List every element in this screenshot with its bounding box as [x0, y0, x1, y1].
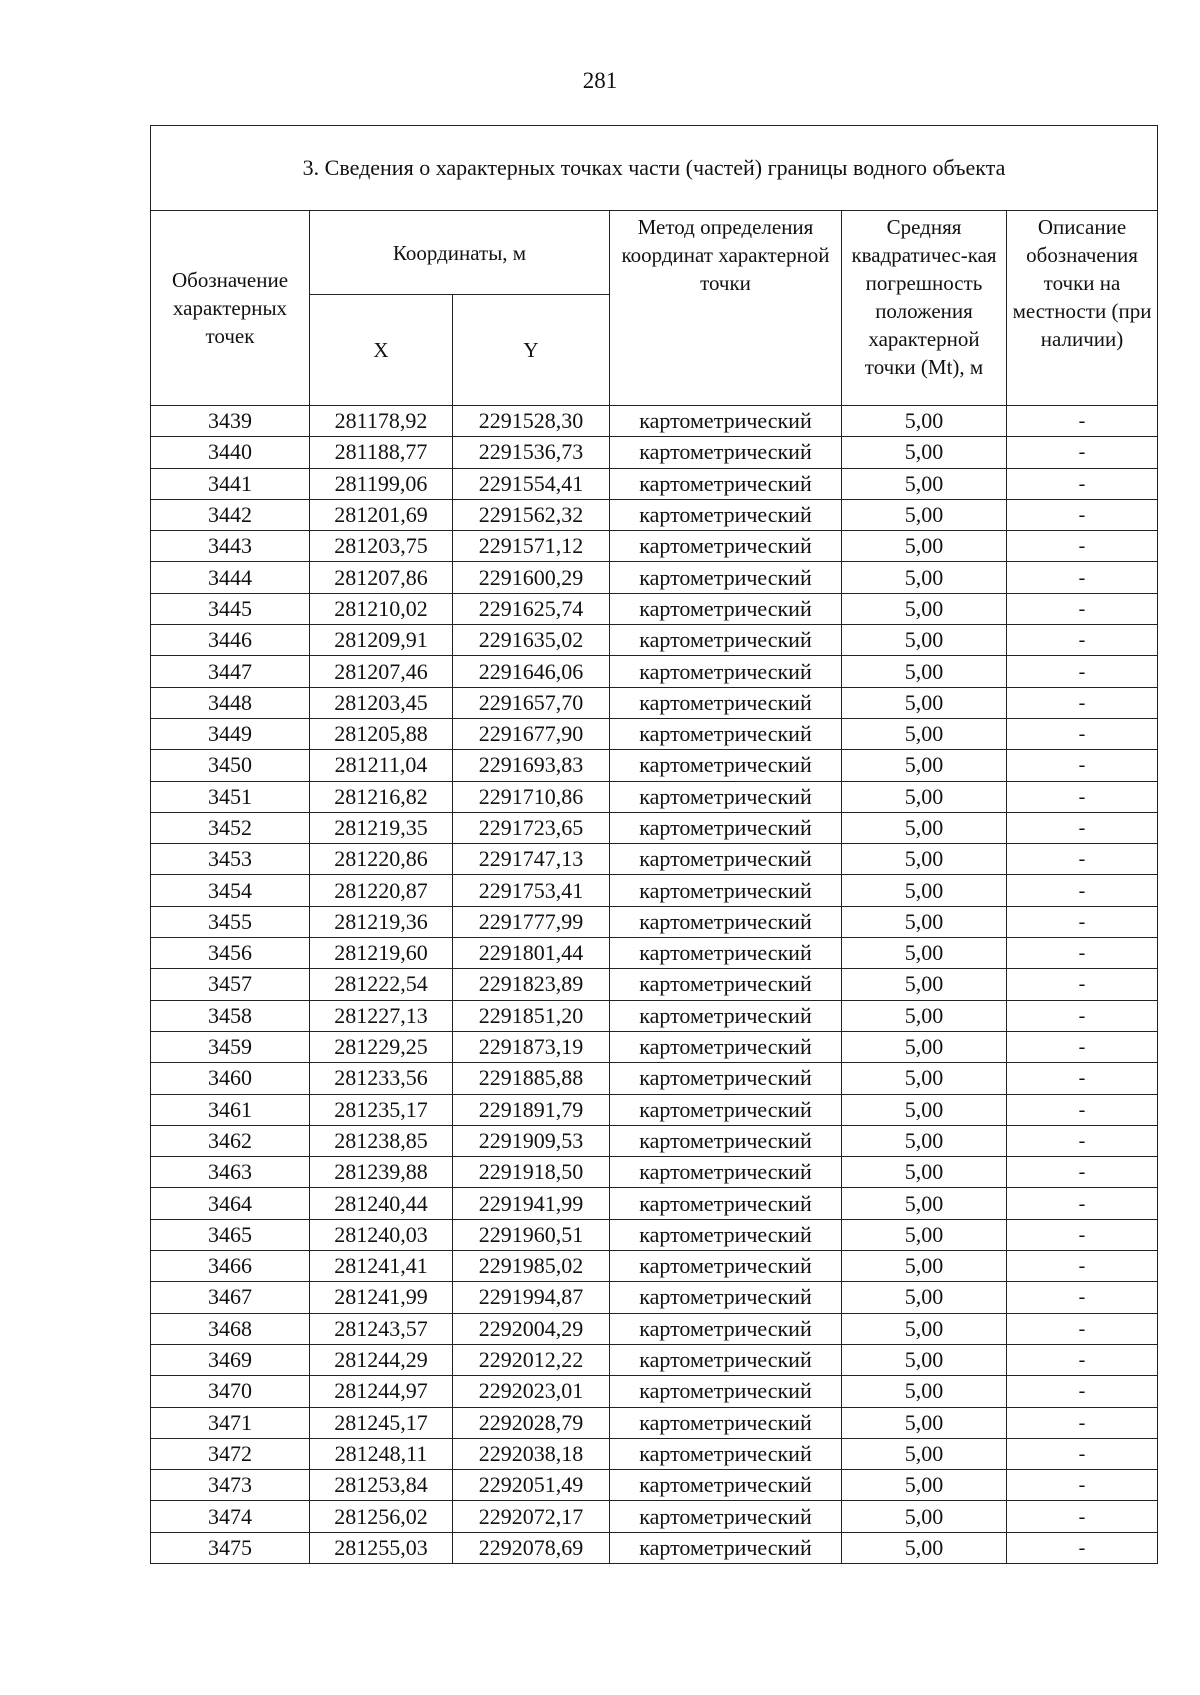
x-coordinate-cell: 281205,88 — [310, 718, 453, 749]
error-cell: 5,00 — [842, 1407, 1007, 1438]
table-row — [151, 1125, 1158, 1156]
table-row — [151, 750, 1158, 781]
description-cell: - — [1007, 656, 1158, 687]
method-cell: картометрический — [610, 531, 842, 562]
x-coordinate-cell: 281245,17 — [310, 1407, 453, 1438]
x-coordinate-cell: 281216,82 — [310, 781, 453, 812]
description-cell: - — [1007, 1063, 1158, 1094]
method-cell: картометрический — [610, 1376, 842, 1407]
description-cell: - — [1007, 687, 1158, 718]
error-cell: 5,00 — [842, 1251, 1007, 1282]
point-id-cell: 3465 — [151, 1219, 310, 1250]
x-coordinate-cell: 281227,13 — [310, 1000, 453, 1031]
point-id-cell: 3470 — [151, 1376, 310, 1407]
point-id-cell: 3448 — [151, 687, 310, 718]
table-row — [151, 1063, 1158, 1094]
y-coordinate-cell: 2291677,90 — [453, 718, 610, 749]
description-cell: - — [1007, 499, 1158, 530]
error-cell: 5,00 — [842, 1063, 1007, 1094]
method-cell: картометрический — [610, 906, 842, 937]
point-id-cell: 3444 — [151, 562, 310, 593]
error-cell: 5,00 — [842, 1532, 1007, 1563]
y-coordinate-cell: 2291723,65 — [453, 812, 610, 843]
table-row — [151, 844, 1158, 875]
y-coordinate-cell: 2291918,50 — [453, 1157, 610, 1188]
error-cell: 5,00 — [842, 1470, 1007, 1501]
error-cell: 5,00 — [842, 969, 1007, 1000]
table-row — [151, 1438, 1158, 1469]
method-cell: картометрический — [610, 1407, 842, 1438]
point-id-cell: 3441 — [151, 468, 310, 499]
description-cell: - — [1007, 1501, 1158, 1532]
method-cell: картометрический — [610, 1470, 842, 1501]
error-cell: 5,00 — [842, 1188, 1007, 1219]
table-row — [151, 1282, 1158, 1313]
point-id-cell: 3460 — [151, 1063, 310, 1094]
x-coordinate-cell: 281229,25 — [310, 1031, 453, 1062]
table-row — [151, 1470, 1158, 1501]
y-coordinate-cell: 2291891,79 — [453, 1094, 610, 1125]
error-cell: 5,00 — [842, 656, 1007, 687]
x-coordinate-cell: 281248,11 — [310, 1438, 453, 1469]
table-row — [151, 1532, 1158, 1563]
point-id-cell: 3453 — [151, 844, 310, 875]
description-cell: - — [1007, 750, 1158, 781]
x-coordinate-cell: 281239,88 — [310, 1157, 453, 1188]
error-cell: 5,00 — [842, 562, 1007, 593]
header-coordinates: Координаты, м — [310, 211, 610, 295]
y-coordinate-cell: 2291909,53 — [453, 1125, 610, 1156]
description-cell: - — [1007, 812, 1158, 843]
page-number: 281 — [582, 68, 618, 93]
point-id-cell: 3471 — [151, 1407, 310, 1438]
x-coordinate-cell: 281241,99 — [310, 1282, 453, 1313]
description-cell: - — [1007, 1470, 1158, 1501]
error-cell: 5,00 — [842, 1438, 1007, 1469]
description-cell: - — [1007, 1125, 1158, 1156]
error-cell: 5,00 — [842, 938, 1007, 969]
x-coordinate-cell: 281220,86 — [310, 844, 453, 875]
error-cell: 5,00 — [842, 781, 1007, 812]
table-row — [151, 1188, 1158, 1219]
x-coordinate-cell: 281210,02 — [310, 593, 453, 624]
description-cell: - — [1007, 437, 1158, 468]
y-coordinate-cell: 2292078,69 — [453, 1532, 610, 1563]
error-cell: 5,00 — [842, 687, 1007, 718]
table-row — [151, 531, 1158, 562]
x-coordinate-cell: 281235,17 — [310, 1094, 453, 1125]
y-coordinate-cell: 2291885,88 — [453, 1063, 610, 1094]
y-coordinate-cell: 2292038,18 — [453, 1438, 610, 1469]
error-cell: 5,00 — [842, 1125, 1007, 1156]
description-cell: - — [1007, 468, 1158, 499]
table-row — [151, 499, 1158, 530]
method-cell: картометрический — [610, 562, 842, 593]
table-row — [151, 437, 1158, 468]
table-row — [151, 938, 1158, 969]
y-coordinate-cell: 2291693,83 — [453, 750, 610, 781]
method-cell: картометрический — [610, 687, 842, 718]
description-cell: - — [1007, 718, 1158, 749]
x-coordinate-cell: 281244,29 — [310, 1344, 453, 1375]
point-id-cell: 3454 — [151, 875, 310, 906]
y-coordinate-cell: 2291600,29 — [453, 562, 610, 593]
error-cell: 5,00 — [842, 1313, 1007, 1344]
header-x: X — [310, 295, 453, 406]
description-cell: - — [1007, 1438, 1158, 1469]
method-cell: картометрический — [610, 781, 842, 812]
table-row — [151, 562, 1158, 593]
description-cell: - — [1007, 844, 1158, 875]
point-id-cell: 3450 — [151, 750, 310, 781]
description-cell: - — [1007, 1219, 1158, 1250]
table-body — [151, 406, 1158, 1564]
y-coordinate-cell: 2292028,79 — [453, 1407, 610, 1438]
header-method: Метод определения координат характерной точки — [610, 211, 842, 406]
x-coordinate-cell: 281240,03 — [310, 1219, 453, 1250]
description-cell: - — [1007, 625, 1158, 656]
y-coordinate-cell: 2292023,01 — [453, 1376, 610, 1407]
header-description: Описание обозначения точки на местности (при наличии) — [1007, 211, 1158, 406]
error-cell: 5,00 — [842, 1031, 1007, 1062]
table-row — [151, 875, 1158, 906]
x-coordinate-cell: 281244,97 — [310, 1376, 453, 1407]
error-cell: 5,00 — [842, 875, 1007, 906]
point-id-cell: 3439 — [151, 406, 310, 437]
x-coordinate-cell: 281233,56 — [310, 1063, 453, 1094]
description-cell: - — [1007, 781, 1158, 812]
method-cell: картометрический — [610, 875, 842, 906]
method-cell: картометрический — [610, 468, 842, 499]
y-coordinate-cell: 2291528,30 — [453, 406, 610, 437]
method-cell: картометрический — [610, 1063, 842, 1094]
table-row — [151, 1219, 1158, 1250]
point-id-cell: 3451 — [151, 781, 310, 812]
y-coordinate-cell: 2291646,06 — [453, 656, 610, 687]
y-coordinate-cell: 2291941,99 — [453, 1188, 610, 1219]
y-coordinate-cell: 2291851,20 — [453, 1000, 610, 1031]
x-coordinate-cell: 281219,60 — [310, 938, 453, 969]
y-coordinate-cell: 2292051,49 — [453, 1470, 610, 1501]
y-coordinate-cell: 2291823,89 — [453, 969, 610, 1000]
table-row — [151, 1094, 1158, 1125]
x-coordinate-cell: 281207,86 — [310, 562, 453, 593]
description-cell: - — [1007, 531, 1158, 562]
header-mean-square-error: Средняя квадратичес-кая погрешность положения характерной точки (Mt), м — [842, 211, 1007, 406]
header-point-designation: Обозначение характерных точек — [151, 211, 310, 406]
error-cell: 5,00 — [842, 437, 1007, 468]
y-coordinate-cell: 2291747,13 — [453, 844, 610, 875]
description-cell: - — [1007, 1376, 1158, 1407]
x-coordinate-cell: 281203,75 — [310, 531, 453, 562]
method-cell: картометрический — [610, 718, 842, 749]
table-row — [151, 406, 1158, 437]
error-cell: 5,00 — [842, 593, 1007, 624]
method-cell: картометрический — [610, 812, 842, 843]
description-cell: - — [1007, 1344, 1158, 1375]
table-row — [151, 1376, 1158, 1407]
y-coordinate-cell: 2291777,99 — [453, 906, 610, 937]
method-cell: картометрический — [610, 1094, 842, 1125]
point-id-cell: 3458 — [151, 1000, 310, 1031]
description-cell: - — [1007, 906, 1158, 937]
point-id-cell: 3440 — [151, 437, 310, 468]
y-coordinate-cell: 2291625,74 — [453, 593, 610, 624]
error-cell: 5,00 — [842, 1376, 1007, 1407]
y-coordinate-cell: 2291994,87 — [453, 1282, 610, 1313]
method-cell: картометрический — [610, 938, 842, 969]
method-cell: картометрический — [610, 1031, 842, 1062]
method-cell: картометрический — [610, 1219, 842, 1250]
y-coordinate-cell: 2291536,73 — [453, 437, 610, 468]
method-cell: картометрический — [610, 437, 842, 468]
y-coordinate-cell: 2291635,02 — [453, 625, 610, 656]
x-coordinate-cell: 281209,91 — [310, 625, 453, 656]
table-title: 3. Сведения о характерных точках части (частей) границы водного объекта — [151, 126, 1158, 211]
description-cell: - — [1007, 1532, 1158, 1563]
x-coordinate-cell: 281222,54 — [310, 969, 453, 1000]
y-coordinate-cell: 2292004,29 — [453, 1313, 610, 1344]
x-coordinate-cell: 281243,57 — [310, 1313, 453, 1344]
table-row — [151, 718, 1158, 749]
error-cell: 5,00 — [842, 812, 1007, 843]
description-cell: - — [1007, 1000, 1158, 1031]
x-coordinate-cell: 281240,44 — [310, 1188, 453, 1219]
point-id-cell: 3461 — [151, 1094, 310, 1125]
table-row — [151, 906, 1158, 937]
x-coordinate-cell: 281201,69 — [310, 499, 453, 530]
header-y: Y — [453, 295, 610, 406]
method-cell: картометрический — [610, 1188, 842, 1219]
y-coordinate-cell: 2292012,22 — [453, 1344, 610, 1375]
method-cell: картометрический — [610, 1125, 842, 1156]
table-row — [151, 812, 1158, 843]
description-cell: - — [1007, 406, 1158, 437]
x-coordinate-cell: 281178,92 — [310, 406, 453, 437]
point-id-cell: 3446 — [151, 625, 310, 656]
point-id-cell: 3464 — [151, 1188, 310, 1219]
error-cell: 5,00 — [842, 1344, 1007, 1375]
error-cell: 5,00 — [842, 499, 1007, 530]
table-row — [151, 625, 1158, 656]
point-id-cell: 3447 — [151, 656, 310, 687]
error-cell: 5,00 — [842, 468, 1007, 499]
description-cell: - — [1007, 1251, 1158, 1282]
point-id-cell: 3459 — [151, 1031, 310, 1062]
method-cell: картометрический — [610, 499, 842, 530]
y-coordinate-cell: 2291985,02 — [453, 1251, 610, 1282]
point-id-cell: 3466 — [151, 1251, 310, 1282]
table-row — [151, 468, 1158, 499]
description-cell: - — [1007, 1282, 1158, 1313]
y-coordinate-cell: 2291960,51 — [453, 1219, 610, 1250]
table-row — [151, 656, 1158, 687]
point-id-cell: 3449 — [151, 718, 310, 749]
description-cell: - — [1007, 1157, 1158, 1188]
point-id-cell: 3445 — [151, 593, 310, 624]
point-id-cell: 3442 — [151, 499, 310, 530]
point-id-cell: 3473 — [151, 1470, 310, 1501]
table-row — [151, 969, 1158, 1000]
point-id-cell: 3472 — [151, 1438, 310, 1469]
method-cell: картометрический — [610, 625, 842, 656]
x-coordinate-cell: 281211,04 — [310, 750, 453, 781]
x-coordinate-cell: 281219,35 — [310, 812, 453, 843]
description-cell: - — [1007, 969, 1158, 1000]
description-cell: - — [1007, 1094, 1158, 1125]
error-cell: 5,00 — [842, 625, 1007, 656]
y-coordinate-cell: 2291554,41 — [453, 468, 610, 499]
table-row — [151, 687, 1158, 718]
y-coordinate-cell: 2292072,17 — [453, 1501, 610, 1532]
point-id-cell: 3469 — [151, 1344, 310, 1375]
table-row — [151, 1157, 1158, 1188]
x-coordinate-cell: 281219,36 — [310, 906, 453, 937]
table-row — [151, 593, 1158, 624]
point-id-cell: 3452 — [151, 812, 310, 843]
method-cell: картометрический — [610, 593, 842, 624]
error-cell: 5,00 — [842, 406, 1007, 437]
x-coordinate-cell: 281241,41 — [310, 1251, 453, 1282]
error-cell: 5,00 — [842, 1094, 1007, 1125]
error-cell: 5,00 — [842, 718, 1007, 749]
method-cell: картометрический — [610, 1501, 842, 1532]
table-row — [151, 1000, 1158, 1031]
description-cell: - — [1007, 593, 1158, 624]
method-cell: картометрический — [610, 1438, 842, 1469]
y-coordinate-cell: 2291571,12 — [453, 531, 610, 562]
description-cell: - — [1007, 1407, 1158, 1438]
error-cell: 5,00 — [842, 1501, 1007, 1532]
point-id-cell: 3456 — [151, 938, 310, 969]
description-cell: - — [1007, 1031, 1158, 1062]
description-cell: - — [1007, 875, 1158, 906]
point-id-cell: 3462 — [151, 1125, 310, 1156]
description-cell: - — [1007, 1313, 1158, 1344]
method-cell: картометрический — [610, 656, 842, 687]
x-coordinate-cell: 281188,77 — [310, 437, 453, 468]
point-id-cell: 3468 — [151, 1313, 310, 1344]
method-cell: картометрический — [610, 406, 842, 437]
method-cell: картометрический — [610, 1344, 842, 1375]
x-coordinate-cell: 281256,02 — [310, 1501, 453, 1532]
method-cell: картометрический — [610, 1282, 842, 1313]
error-cell: 5,00 — [842, 531, 1007, 562]
point-id-cell: 3463 — [151, 1157, 310, 1188]
y-coordinate-cell: 2291562,32 — [453, 499, 610, 530]
error-cell: 5,00 — [842, 844, 1007, 875]
point-id-cell: 3455 — [151, 906, 310, 937]
y-coordinate-cell: 2291753,41 — [453, 875, 610, 906]
point-id-cell: 3474 — [151, 1501, 310, 1532]
error-cell: 5,00 — [842, 906, 1007, 937]
method-cell: картометрический — [610, 1251, 842, 1282]
y-coordinate-cell: 2291657,70 — [453, 687, 610, 718]
x-coordinate-cell: 281238,85 — [310, 1125, 453, 1156]
description-cell: - — [1007, 562, 1158, 593]
table-row — [151, 1344, 1158, 1375]
x-coordinate-cell: 281255,03 — [310, 1532, 453, 1563]
description-cell: - — [1007, 938, 1158, 969]
error-cell: 5,00 — [842, 1157, 1007, 1188]
error-cell: 5,00 — [842, 750, 1007, 781]
method-cell: картометрический — [610, 750, 842, 781]
table-row — [151, 781, 1158, 812]
table-row — [151, 1313, 1158, 1344]
error-cell: 5,00 — [842, 1219, 1007, 1250]
x-coordinate-cell: 281203,45 — [310, 687, 453, 718]
y-coordinate-cell: 2291710,86 — [453, 781, 610, 812]
table-row — [151, 1501, 1158, 1532]
y-coordinate-cell: 2291801,44 — [453, 938, 610, 969]
point-id-cell: 3467 — [151, 1282, 310, 1313]
table-row — [151, 1031, 1158, 1062]
method-cell: картометрический — [610, 969, 842, 1000]
method-cell: картометрический — [610, 1000, 842, 1031]
table-row — [151, 1251, 1158, 1282]
point-id-cell: 3443 — [151, 531, 310, 562]
method-cell: картометрический — [610, 1313, 842, 1344]
y-coordinate-cell: 2291873,19 — [453, 1031, 610, 1062]
x-coordinate-cell: 281207,46 — [310, 656, 453, 687]
characteristic-points-table — [150, 125, 1158, 1564]
method-cell: картометрический — [610, 1157, 842, 1188]
error-cell: 5,00 — [842, 1282, 1007, 1313]
method-cell: картометрический — [610, 844, 842, 875]
method-cell: картометрический — [610, 1532, 842, 1563]
point-id-cell: 3457 — [151, 969, 310, 1000]
error-cell: 5,00 — [842, 1000, 1007, 1031]
x-coordinate-cell: 281220,87 — [310, 875, 453, 906]
x-coordinate-cell: 281199,06 — [310, 468, 453, 499]
table-row — [151, 1407, 1158, 1438]
point-id-cell: 3475 — [151, 1532, 310, 1563]
x-coordinate-cell: 281253,84 — [310, 1470, 453, 1501]
description-cell: - — [1007, 1188, 1158, 1219]
